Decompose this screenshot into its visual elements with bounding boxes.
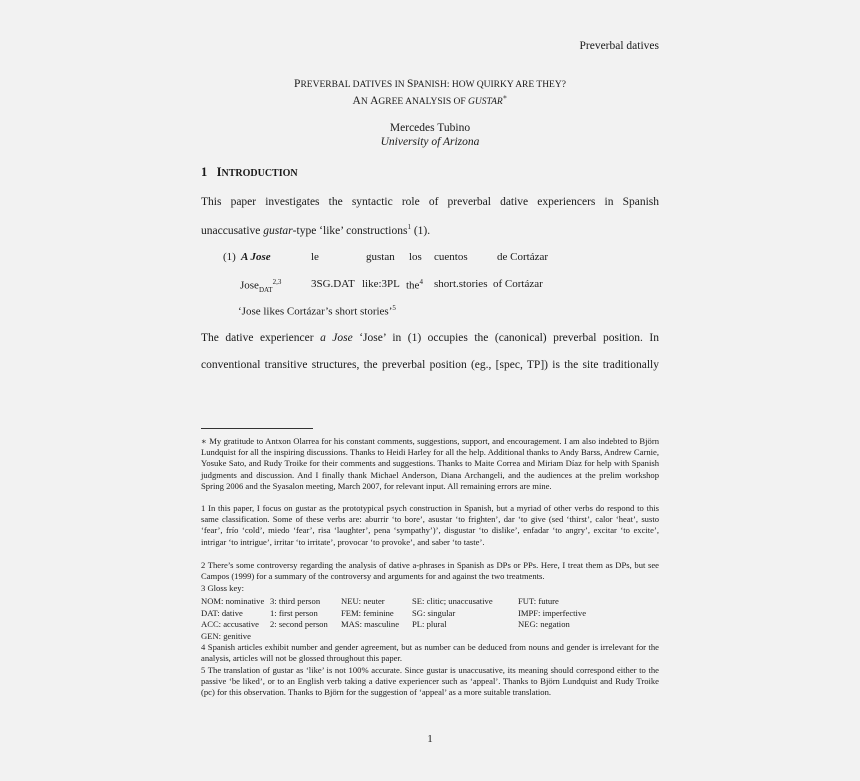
- paragraph1-line2: unaccusative gustar-type ‘like’ constructions$^1$ (1).: [201, 223, 431, 237]
- gloss-cell: 3: third person: [270, 596, 321, 606]
- gloss-cell: 2: second person: [270, 619, 328, 629]
- example-gloss: the$^4$: [406, 278, 423, 292]
- paragraph2-line2: conventional transitive structures, the preverbal position (eg., [spec, TP]) is the site traditionally: [201, 359, 659, 371]
- footnote-4: 4 Spanish articles exhibit number and gender agreement, but as number can be deduced from nouns and gender is irrelevant for the analysis, articles will not be glossed throughout this paper.: [201, 642, 659, 664]
- example-word: de Cortázar: [497, 251, 548, 263]
- gloss-cell: GEN: genitive: [201, 631, 251, 641]
- footnote-1: 1 In this paper, I focus on gustar as the prototypical psych construction in Spanish, but a myriad of other verbs do respond to this same classification. Some of these verbs are: aburrir ‘to bore’, asustar ‘to frighten’, dar ‘to give (sed ‘thirst’, calor ‘heat’, susto ‘fear’, frío ‘cold’, miedo ‘fear’, risa ‘laughter’, pena ‘sympathy’)’, disgustar ‘to dislike’, enfadar ‘to angry’, excitar ‘to excite’, intrigar ‘to intrigue’, irritar ‘to irritate’, provocar ‘to provoke’, and saber ‘to taste’.: [201, 503, 659, 547]
- gloss-cell: SG: singular: [412, 608, 456, 618]
- gloss-cell: FEM: feminine: [341, 608, 394, 618]
- example-gloss: like:3PL: [362, 278, 400, 290]
- gloss-cell: NEU: neuter: [341, 596, 385, 606]
- gloss-cell: NEG: negation: [518, 619, 570, 629]
- footnote-5: 5 The translation of gustar as ‘like’ is not 100% accurate. Since gustar is unaccusative, its meaning should correspond either to the passive ‘be liked’, or to an English verb taking a dative experiencer such as ‘appeal’. Thanks to Björn Lundquist and Rudy Troike (pc) for this observation. Thanks to Björn for the suggestion of ‘appeal’ as a more suitable translation.: [201, 665, 659, 698]
- example-gloss: short.stories: [434, 278, 488, 290]
- running-header: Preverbal datives: [579, 40, 659, 52]
- paper-title-line1: PREVERBAL DATIVES IN SPANISH: HOW QUIRKY ARE THEY?: [294, 78, 566, 90]
- example-word: le: [311, 251, 319, 263]
- page-number: 1: [427, 733, 433, 745]
- footnote-rule: [201, 428, 313, 429]
- example-word: A Jose: [241, 251, 271, 263]
- example-number: (1): [223, 251, 236, 263]
- paragraph2-line1: The dative experiencer a Jose ‘Jose’ in (1) occupies the (canonical) preverbal position. In: [201, 332, 659, 344]
- footnote-3-title: 3 Gloss key:: [201, 583, 244, 593]
- section-heading: 1 INTRODUCTION: [201, 165, 298, 179]
- paragraph1-line1: This paper investigates the syntactic role of preverbal dative experiencers in Spanish: [201, 196, 659, 208]
- example-gloss: 3SG.DAT: [311, 278, 355, 290]
- gloss-cell: NOM: nominative: [201, 596, 265, 606]
- gloss-cell: SE: clitic; unaccusative: [412, 596, 493, 606]
- gloss-cell: MAS: masculine: [341, 619, 400, 629]
- example-word: gustan: [366, 251, 395, 263]
- author-affiliation: University of Arizona: [380, 136, 480, 148]
- gloss-cell: DAT: dative: [201, 608, 243, 618]
- paper-title-line2: AN AGREE ANALYSIS OF GUSTAR∗: [352, 93, 508, 107]
- footnote-2: 2 There’s some controversy regarding the analysis of dative a-phrases in Spanish as DPs or PPs. Here, I treat them as DPs, but see Campos (1999) for a summary of the controversy and arguments for and against the two treatments.: [201, 560, 659, 582]
- author-name: Mercedes Tubino: [389, 122, 471, 134]
- example-word: cuentos: [434, 251, 468, 263]
- footnote-acknowledgments: ∗ My gratitude to Antxon Olarrea for his constant comments, suggestions, support, and encouragement. I am also indebted to Björn Lundquist for all the inspiring discussions. Thanks to Heidi Harley for all the help. Additional thanks to Andy Barss, Andrew Carnie, Yosuke Sato, and Rudy Troike for their comments and suggestions. Thanks to Maite Correa and Miriam Díaz for help with Spanish judgments and discussion. And I finally thank Michael Anderson, Diana Archangeli, and the audiences at the prelim workshop Spring 2006 and the Syasalon meeting, March 2007, for relevant input. All remaining errors are mine.: [201, 436, 659, 491]
- example-translation: ‘Jose likes Cortázar’s short stories’$^5$: [238, 304, 396, 318]
- gloss-cell: FUT: future: [518, 596, 559, 606]
- gloss-cell: ACC: accusative: [201, 619, 259, 629]
- example-gloss: Jose$_{DAT}^{2,3}$: [240, 278, 282, 294]
- gloss-cell: 1: first person: [270, 608, 318, 618]
- example-word: los: [409, 251, 422, 263]
- gloss-cell: IMPF: imperfective: [518, 608, 587, 618]
- gloss-cell: PL: plural: [412, 619, 447, 629]
- example-gloss: of Cortázar: [493, 278, 543, 290]
